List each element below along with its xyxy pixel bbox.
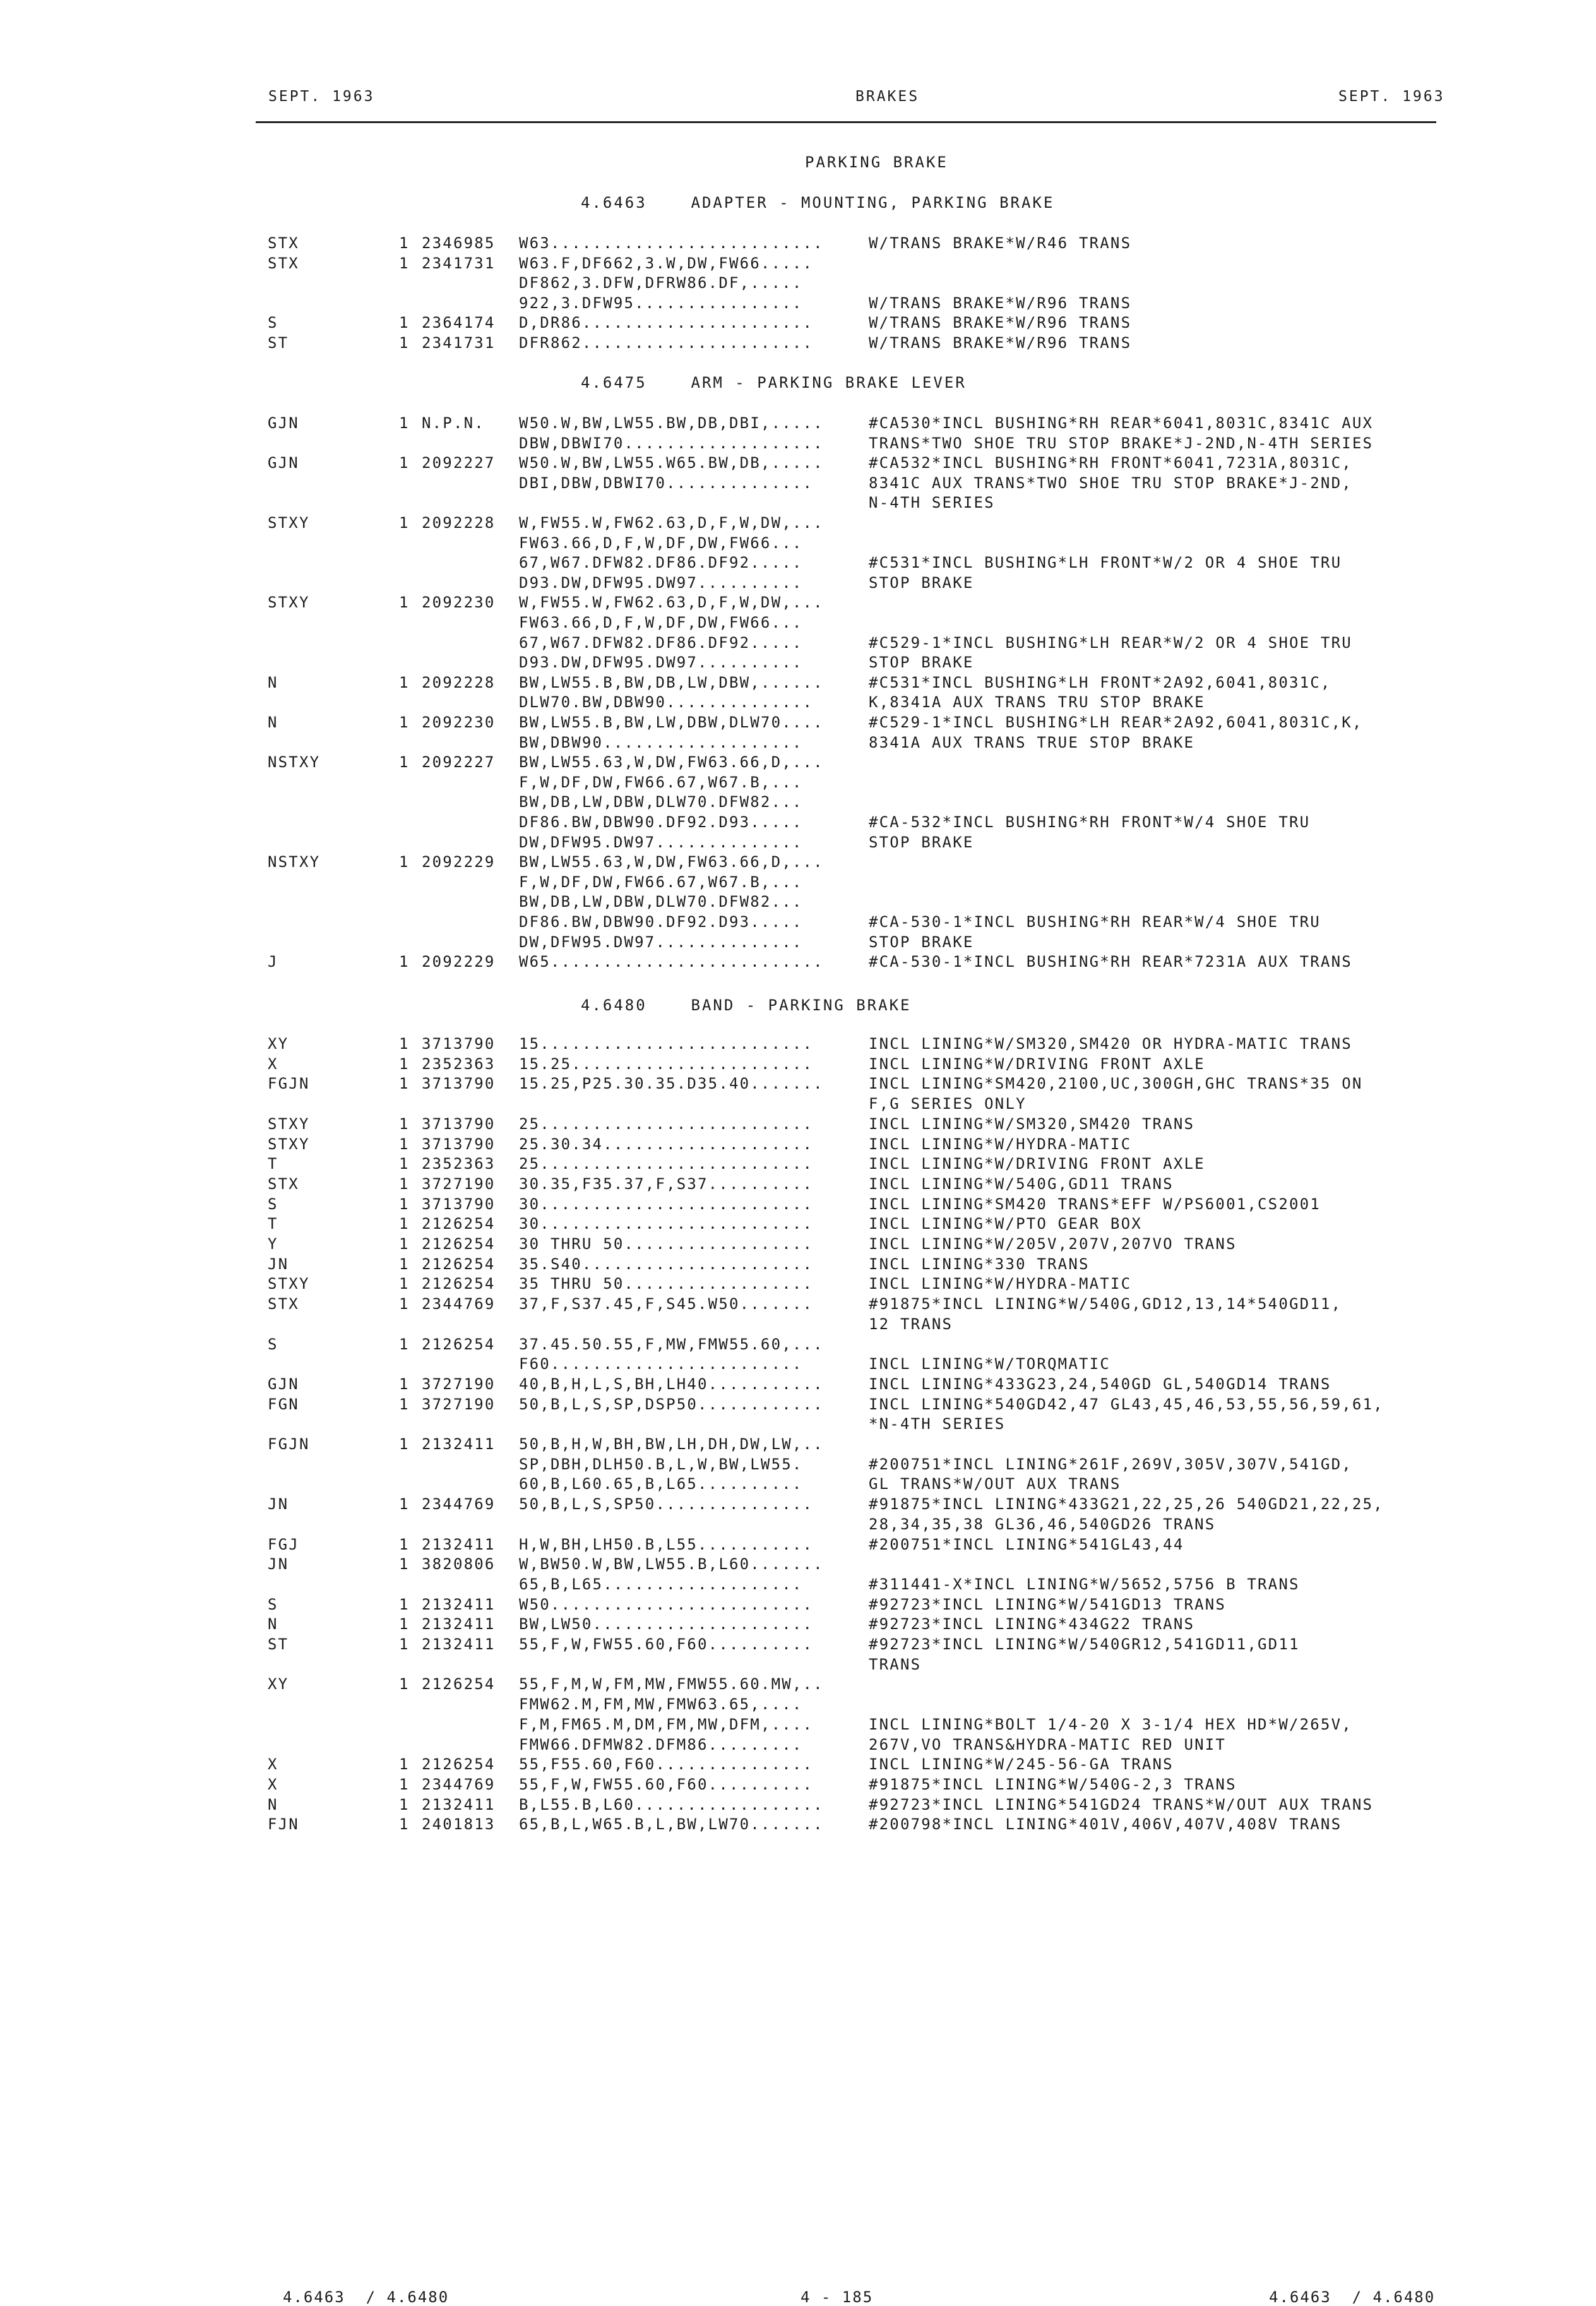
row-application: F,M,FM65.M,DM,FM,MW,DFM,....	[519, 1716, 814, 1733]
row-model-code: STXY	[268, 594, 310, 611]
row-application: W50.W,BW,LW55.BW,DB,DBI,.....	[519, 414, 824, 432]
row-application: 50,B,L,S,SP,DSP50............	[519, 1395, 824, 1413]
row-description: STOP BRAKE	[869, 654, 974, 671]
row-application: 55,F55.60,F60...............	[519, 1755, 814, 1773]
row-part-number: 3727190	[422, 1395, 496, 1413]
row-description: 267V,VO TRANS&HYDRA-MATIC RED UNIT	[869, 1736, 1227, 1753]
row-model-code: Y	[268, 1235, 278, 1253]
row-model-code: GJN	[268, 1375, 299, 1393]
row-quantity: 1	[399, 1536, 410, 1553]
row-quantity: 1	[399, 1115, 410, 1133]
row-part-number: 2092227	[422, 753, 496, 771]
row-description: INCL LINING*SM420 TRANS*EFF W/PS6001,CS2001	[869, 1195, 1321, 1213]
row-application: W,FW55.W,FW62.63,D,F,W,DW,...	[519, 594, 824, 611]
row-model-code: S	[268, 1335, 278, 1353]
row-description: #200798*INCL LINING*401V,406V,407V,408V TRANS	[869, 1815, 1342, 1833]
row-application: 15.25,P25.30.35.D35.40.......	[519, 1075, 824, 1092]
row-application: B,L55.B,L60..................	[519, 1796, 824, 1813]
row-application: FW63.66,D,F,W,DF,DW,FW66...	[519, 534, 803, 552]
row-application: 30 THRU 50..................	[519, 1235, 814, 1253]
row-part-number: 2352363	[422, 1055, 496, 1073]
row-application: 50,B,H,W,BH,BW,LH,DH,DW,LW,..	[519, 1435, 824, 1453]
row-model-code: J	[268, 953, 278, 971]
row-application: BW,LW55.63,W,DW,FW63.66,D,...	[519, 853, 824, 871]
row-application: W50.........................	[519, 1596, 814, 1613]
header-left: SEPT. 1963	[268, 88, 375, 105]
row-quantity: 1	[399, 1035, 410, 1053]
row-quantity: 1	[399, 1435, 410, 1453]
row-application: 67,W67.DFW82.DF86.DF92.....	[519, 554, 803, 571]
row-description: #CA-530-1*INCL BUSHING*RH REAR*W/4 SHOE TRU	[869, 913, 1321, 931]
row-description: #91875*INCL LINING*W/540G-2,3 TRANS	[869, 1776, 1237, 1793]
row-description: #92723*INCL LINING*W/541GD13 TRANS	[869, 1596, 1227, 1613]
row-quantity: 1	[399, 414, 410, 432]
row-quantity: 1	[399, 1395, 410, 1413]
section-title: 4.6475 ARM - PARKING BRAKE LEVER	[581, 374, 967, 391]
row-application: DF862,3.DFW,DFRW86.DF,.....	[519, 274, 803, 292]
row-application: F,W,DF,DW,FW66.67,W67.B,...	[519, 873, 803, 891]
row-description: K,8341A AUX TRANS TRU STOP BRAKE	[869, 693, 1205, 711]
row-application: W,FW55.W,FW62.63,D,F,W,DW,...	[519, 514, 824, 532]
row-description: INCL LINING*330 TRANS	[869, 1255, 1090, 1273]
row-description: INCL LINING*W/HYDRA-MATIC	[869, 1275, 1132, 1293]
row-application: 60,B,L60.65,B,L65..........	[519, 1475, 803, 1493]
row-application: DBI,DBW,DBWI70..............	[519, 474, 814, 492]
row-description: INCL LINING*W/245-56-GA TRANS	[869, 1755, 1174, 1773]
row-application: 922,3.DFW95................	[519, 294, 803, 312]
row-part-number: 2092230	[422, 714, 496, 731]
row-model-code: N	[268, 714, 278, 731]
row-model-code: FGJN	[268, 1435, 310, 1453]
row-application: 25.30.34....................	[519, 1135, 814, 1153]
row-quantity: 1	[399, 1815, 410, 1833]
row-description: INCL LINING*W/DRIVING FRONT AXLE	[869, 1155, 1205, 1173]
row-quantity: 1	[399, 1596, 410, 1613]
row-description: INCL LINING*433G23,24,540GD GL,540GD14 TRANS	[869, 1375, 1331, 1393]
row-description: INCL LINING*W/205V,207V,207VO TRANS	[869, 1235, 1237, 1253]
row-model-code: JN	[268, 1555, 289, 1573]
row-description: #C531*INCL BUSHING*LH FRONT*2A92,6041,8031C,	[869, 674, 1331, 691]
row-part-number: 2126254	[422, 1335, 496, 1353]
row-quantity: 1	[399, 1796, 410, 1813]
row-application: DF86.BW,DBW90.DF92.D93.....	[519, 913, 803, 931]
row-quantity: 1	[399, 1055, 410, 1073]
row-application: 30.35,F35.37,F,S37..........	[519, 1175, 814, 1193]
row-model-code: STXY	[268, 514, 310, 532]
row-application: 37,F,S37.45,F,S45.W50.......	[519, 1295, 814, 1313]
row-part-number: 2341731	[422, 334, 496, 352]
footer-left: 4.6463 / 4.6480	[283, 2288, 450, 2306]
row-application: DW,DFW95.DW97..............	[519, 833, 803, 851]
row-model-code: STX	[268, 1295, 299, 1313]
row-application: D93.DW,DFW95.DW97..........	[519, 654, 803, 671]
row-model-code: T	[268, 1215, 278, 1233]
row-part-number: 2344769	[422, 1495, 496, 1513]
row-description: 8341C AUX TRANS*TWO SHOE TRU STOP BRAKE*J-2ND,	[869, 474, 1352, 492]
row-description: TRANS	[869, 1656, 922, 1673]
row-description: N-4TH SERIES	[869, 494, 995, 511]
row-application: 40,B,H,L,S,BH,LH40...........	[519, 1375, 824, 1393]
row-application: D,DR86......................	[519, 314, 814, 332]
row-part-number: 3727190	[422, 1175, 496, 1193]
row-description: #CA-532*INCL BUSHING*RH FRONT*W/4 SHOE TRU	[869, 813, 1311, 831]
row-quantity: 1	[399, 1495, 410, 1513]
row-description: #CA-530-1*INCL BUSHING*RH REAR*7231A AUX TRANS	[869, 953, 1352, 971]
row-model-code: X	[268, 1776, 278, 1793]
row-quantity: 1	[399, 1635, 410, 1653]
row-part-number: 2092227	[422, 454, 496, 472]
row-description: INCL LINING*W/DRIVING FRONT AXLE	[869, 1055, 1205, 1073]
row-part-number: 2126254	[422, 1275, 496, 1293]
row-part-number: 3713790	[422, 1115, 496, 1133]
row-model-code: ST	[268, 1635, 289, 1653]
row-description: W/TRANS BRAKE*W/R96 TRANS	[869, 314, 1132, 332]
row-description: TRANS*TWO SHOE TRU STOP BRAKE*J-2ND,N-4TH SERIES	[869, 434, 1374, 452]
row-part-number: 2092230	[422, 594, 496, 611]
row-part-number: 2126254	[422, 1255, 496, 1273]
row-quantity: 1	[399, 753, 410, 771]
row-description: #200751*INCL LINING*541GL43,44	[869, 1536, 1184, 1553]
row-description: INCL LINING*W/SM320,SM420 OR HYDRA-MATIC TRANS	[869, 1035, 1352, 1053]
section-title: 4.6463 ADAPTER - MOUNTING, PARKING BRAKE	[581, 194, 1055, 212]
row-quantity: 1	[399, 1555, 410, 1573]
row-application: 35 THRU 50..................	[519, 1275, 814, 1293]
row-model-code: X	[268, 1055, 278, 1073]
row-quantity: 1	[399, 1295, 410, 1313]
row-application: 65,B,L,W65.B,L,BW,LW70.......	[519, 1815, 824, 1833]
row-quantity: 1	[399, 594, 410, 611]
row-part-number: 2344769	[422, 1776, 496, 1793]
row-application: 55,F,W,FW55.60,F60..........	[519, 1776, 814, 1793]
row-description: 28,34,35,38 GL36,46,540GD26 TRANS	[869, 1515, 1216, 1533]
row-part-number: 2092228	[422, 674, 496, 691]
row-model-code: STXY	[268, 1115, 310, 1133]
row-description: 8341A AUX TRANS TRUE STOP BRAKE	[869, 734, 1195, 751]
row-application: SP,DBH,DLH50.B,L,W,BW,LW55.	[519, 1455, 803, 1473]
row-model-code: STXY	[268, 1275, 310, 1293]
row-model-code: XY	[268, 1035, 289, 1053]
page-title: PARKING BRAKE	[805, 153, 948, 171]
row-application: FW63.66,D,F,W,DF,DW,FW66...	[519, 614, 803, 631]
row-application: 30..........................	[519, 1195, 814, 1213]
row-application: BW,LW55.B,BW,LW,DBW,DLW70....	[519, 714, 824, 731]
row-quantity: 1	[399, 853, 410, 871]
row-application: 25..........................	[519, 1155, 814, 1173]
row-part-number: 2401813	[422, 1815, 496, 1833]
row-description: INCL LINING*W/TORQMATIC	[869, 1355, 1111, 1373]
header-center: BRAKES	[855, 88, 920, 105]
row-model-code: S	[268, 1596, 278, 1613]
row-part-number: 2132411	[422, 1435, 496, 1453]
row-application: D93.DW,DFW95.DW97..........	[519, 574, 803, 592]
row-model-code: N	[268, 1615, 278, 1633]
row-part-number: 2346985	[422, 234, 496, 252]
row-description: W/TRANS BRAKE*W/R46 TRANS	[869, 234, 1132, 252]
row-model-code: NSTXY	[268, 753, 321, 771]
row-description: INCL LINING*W/PTO GEAR BOX	[869, 1215, 1142, 1233]
row-application: BW,LW55.63,W,DW,FW63.66,D,...	[519, 753, 824, 771]
row-application: BW,DBW90...................	[519, 734, 803, 751]
row-application: 25..........................	[519, 1115, 814, 1133]
row-quantity: 1	[399, 714, 410, 731]
row-application: DBW,DBWI70...................	[519, 434, 824, 452]
row-description: INCL LINING*W/HYDRA-MATIC	[869, 1135, 1132, 1153]
row-application: 37.45.50.55,F,MW,FMW55.60,...	[519, 1335, 824, 1353]
row-application: 65,B,L65...................	[519, 1575, 803, 1593]
row-quantity: 1	[399, 1195, 410, 1213]
row-model-code: FJN	[268, 1815, 299, 1833]
row-description: INCL LINING*BOLT 1/4-20 X 3-1/4 HEX HD*W/265V,	[869, 1716, 1352, 1733]
row-quantity: 1	[399, 1075, 410, 1092]
row-description: INCL LINING*SM420,2100,UC,300GH,GHC TRANS*35 ON	[869, 1075, 1363, 1092]
row-model-code: NSTXY	[268, 853, 321, 871]
row-application: W63.F,DF662,3.W,DW,FW66.....	[519, 254, 814, 272]
row-part-number: 2126254	[422, 1675, 496, 1693]
row-part-number: 2126254	[422, 1755, 496, 1773]
row-description: INCL LINING*W/540G,GD11 TRANS	[869, 1175, 1174, 1193]
row-quantity: 1	[399, 514, 410, 532]
row-description: INCL LINING*540GD42,47 GL43,45,46,53,55,56,59,61,	[869, 1395, 1384, 1413]
row-description: #C529-1*INCL BUSHING*LH REAR*2A92,6041,8031C,K,	[869, 714, 1363, 731]
row-description: W/TRANS BRAKE*W/R96 TRANS	[869, 294, 1132, 312]
row-application: 35.S40......................	[519, 1255, 814, 1273]
row-model-code: S	[268, 314, 278, 332]
row-part-number: 3713790	[422, 1035, 496, 1053]
row-quantity: 1	[399, 674, 410, 691]
row-quantity: 1	[399, 1755, 410, 1773]
row-application: 55,F,M,W,FM,MW,FMW55.60.MW,..	[519, 1675, 824, 1693]
row-application: BW,LW55.B,BW,DB,LW,DBW,......	[519, 674, 824, 691]
row-quantity: 1	[399, 1215, 410, 1233]
row-quantity: 1	[399, 953, 410, 971]
row-description: STOP BRAKE	[869, 574, 974, 592]
footer-right: 4.6463 / 4.6480	[1269, 2288, 1436, 2306]
row-quantity: 1	[399, 254, 410, 272]
row-application: FMW66.DFMW82.DFM86.........	[519, 1736, 803, 1753]
row-part-number: 3713790	[422, 1075, 496, 1092]
row-description: #C531*INCL BUSHING*LH FRONT*W/2 OR 4 SHOE TRU	[869, 554, 1342, 571]
row-description: #91875*INCL LINING*W/540G,GD12,13,14*540GD11,	[869, 1295, 1342, 1313]
row-model-code: FGJ	[268, 1536, 299, 1553]
row-part-number: 2092228	[422, 514, 496, 532]
row-quantity: 1	[399, 234, 410, 252]
row-part-number: 2341731	[422, 254, 496, 272]
row-part-number: 2344769	[422, 1295, 496, 1313]
row-description: INCL LINING*W/SM320,SM420 TRANS	[869, 1115, 1195, 1133]
row-part-number: 2092229	[422, 853, 496, 871]
row-application: BW,DB,LW,DBW,DLW70.DFW82...	[519, 793, 803, 811]
row-part-number: 2132411	[422, 1596, 496, 1613]
row-application: DLW70.BW,DBW90..............	[519, 693, 814, 711]
row-quantity: 1	[399, 1615, 410, 1633]
row-description: #CA530*INCL BUSHING*RH REAR*6041,8031C,8341C AUX	[869, 414, 1374, 432]
row-part-number: 2352363	[422, 1155, 496, 1173]
row-description: 12 TRANS	[869, 1315, 953, 1333]
row-part-number: 2126254	[422, 1215, 496, 1233]
row-quantity: 1	[399, 1335, 410, 1353]
row-quantity: 1	[399, 454, 410, 472]
row-part-number: 3727190	[422, 1375, 496, 1393]
row-model-code: JN	[268, 1495, 289, 1513]
row-part-number: N.P.N.	[422, 414, 485, 432]
row-description: *N-4TH SERIES	[869, 1415, 1006, 1433]
row-part-number: 2132411	[422, 1635, 496, 1653]
row-quantity: 1	[399, 334, 410, 352]
row-quantity: 1	[399, 1275, 410, 1293]
row-model-code: X	[268, 1755, 278, 1773]
row-application: 15.25.......................	[519, 1055, 814, 1073]
row-application: 50,B,L,S,SP50...............	[519, 1495, 814, 1513]
row-part-number: 2126254	[422, 1235, 496, 1253]
row-quantity: 1	[399, 1375, 410, 1393]
row-application: FMW62.M,FM,MW,FMW63.65,....	[519, 1695, 803, 1713]
row-application: W,BW50.W,BW,LW55.B,L60.......	[519, 1555, 824, 1573]
row-description: #92723*INCL LINING*541GD24 TRANS*W/OUT AUX TRANS	[869, 1796, 1374, 1813]
row-part-number: 3820806	[422, 1555, 496, 1573]
row-quantity: 1	[399, 1776, 410, 1793]
row-part-number: 2364174	[422, 314, 496, 332]
row-part-number: 3713790	[422, 1135, 496, 1153]
row-application: DFR862......................	[519, 334, 814, 352]
row-description: STOP BRAKE	[869, 833, 974, 851]
row-description: #311441-X*INCL LINING*W/5652,5756 B TRANS	[869, 1575, 1300, 1593]
row-description: F,G SERIES ONLY	[869, 1095, 1027, 1113]
row-model-code: STXY	[268, 1135, 310, 1153]
row-application: 55,F,W,FW55.60,F60..........	[519, 1635, 814, 1653]
row-part-number: 3713790	[422, 1195, 496, 1213]
row-description: #CA532*INCL BUSHING*RH FRONT*6041,7231A,8031C,	[869, 454, 1352, 472]
row-application: 30..........................	[519, 1215, 814, 1233]
row-model-code: JN	[268, 1255, 289, 1273]
row-part-number: 2132411	[422, 1615, 496, 1633]
row-model-code: FGN	[268, 1395, 299, 1413]
row-description: #92723*INCL LINING*W/540GR12,541GD11,GD11	[869, 1635, 1300, 1653]
row-quantity: 1	[399, 1175, 410, 1193]
footer-page-number: 4 - 185	[801, 2288, 874, 2306]
row-description: GL TRANS*W/OUT AUX TRANS	[869, 1475, 1121, 1493]
row-application: W50.W,BW,LW55.W65.BW,DB,.....	[519, 454, 824, 472]
row-application: W65..........................	[519, 953, 824, 971]
row-description: #C529-1*INCL BUSHING*LH REAR*W/2 OR 4 SHOE TRU	[869, 634, 1352, 652]
row-model-code: N	[268, 674, 278, 691]
row-application: F,W,DF,DW,FW66.67,W67.B,...	[519, 774, 803, 791]
header-right: SEPT. 1963	[1338, 88, 1445, 105]
row-application: H,W,BH,LH50.B,L55...........	[519, 1536, 814, 1553]
row-application: BW,LW50.....................	[519, 1615, 814, 1633]
row-part-number: 2132411	[422, 1536, 496, 1553]
row-model-code: GJN	[268, 454, 299, 472]
row-application: DF86.BW,DBW90.DF92.D93.....	[519, 813, 803, 831]
section-title: 4.6480 BAND - PARKING BRAKE	[581, 996, 912, 1014]
row-application: 15..........................	[519, 1035, 814, 1053]
row-model-code: N	[268, 1796, 278, 1813]
row-model-code: S	[268, 1195, 278, 1213]
row-description: #91875*INCL LINING*433G21,22,25,26 540GD21,22,25,	[869, 1495, 1384, 1513]
row-quantity: 1	[399, 1235, 410, 1253]
row-application: BW,DB,LW,DBW,DLW70.DFW82...	[519, 893, 803, 911]
row-application: DW,DFW95.DW97..............	[519, 933, 803, 951]
row-model-code: STX	[268, 234, 299, 252]
row-model-code: STX	[268, 1175, 299, 1193]
row-model-code: XY	[268, 1675, 289, 1693]
row-model-code: T	[268, 1155, 278, 1173]
row-application: W63..........................	[519, 234, 824, 252]
row-quantity: 1	[399, 1675, 410, 1693]
row-quantity: 1	[399, 1155, 410, 1173]
row-description: STOP BRAKE	[869, 933, 974, 951]
header-rule	[256, 121, 1436, 123]
row-model-code: GJN	[268, 414, 299, 432]
row-model-code: STX	[268, 254, 299, 272]
row-application: 67,W67.DFW82.DF86.DF92.....	[519, 634, 803, 652]
row-model-code: FGJN	[268, 1075, 310, 1092]
row-quantity: 1	[399, 314, 410, 332]
row-description: W/TRANS BRAKE*W/R96 TRANS	[869, 334, 1132, 352]
row-quantity: 1	[399, 1255, 410, 1273]
row-part-number: 2092229	[422, 953, 496, 971]
row-part-number: 2132411	[422, 1796, 496, 1813]
row-quantity: 1	[399, 1135, 410, 1153]
row-application: F60........................	[519, 1355, 803, 1373]
row-model-code: ST	[268, 334, 289, 352]
row-description: #92723*INCL LINING*434G22 TRANS	[869, 1615, 1195, 1633]
row-description: #200751*INCL LINING*261F,269V,305V,307V,541GD,	[869, 1455, 1352, 1473]
